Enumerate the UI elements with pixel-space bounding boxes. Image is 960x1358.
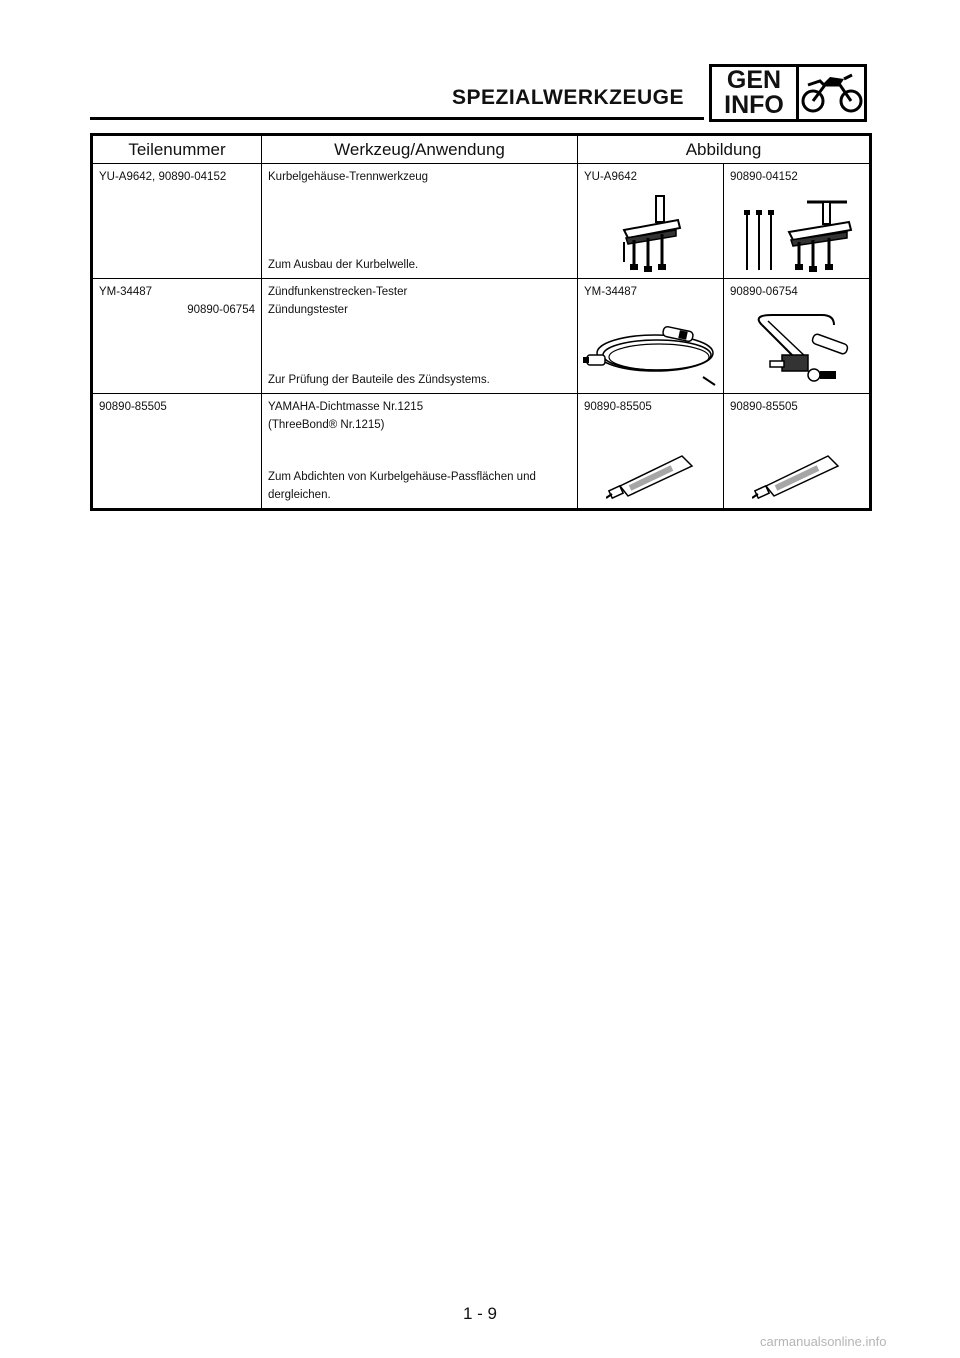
tool-cell bbox=[262, 164, 578, 279]
motorcycle-icon bbox=[799, 67, 864, 119]
watermark: carmanualsonline.info bbox=[760, 1334, 887, 1349]
image-label: 90890-85505 bbox=[730, 401, 798, 413]
crankcase-separator-icon bbox=[578, 194, 723, 274]
part-number-secondary: 90890-06754 bbox=[187, 304, 255, 316]
part-number-cell bbox=[92, 394, 262, 510]
tool-name-secondary: (ThreeBond® Nr.1215) bbox=[268, 419, 385, 431]
sealant-tube-icon bbox=[578, 448, 723, 504]
crankcase-separator-with-bolts-icon bbox=[724, 194, 869, 274]
badge-line-gen: GEN bbox=[726, 66, 782, 94]
image-label: 90890-04152 bbox=[730, 171, 798, 183]
gen-info-text bbox=[712, 67, 799, 119]
header-rule bbox=[90, 117, 704, 120]
tool-usage: Zum Abdichten von Kurbelgehäuse-Passflächen und dergleichen. bbox=[268, 471, 536, 501]
tool-name: Zündfunkenstrecken-Tester bbox=[268, 286, 408, 298]
part-number: YM-34487 bbox=[99, 286, 153, 298]
page-title: SPEZIALWERKZEUGE bbox=[452, 86, 685, 109]
tool-name-secondary: Zündungstester bbox=[268, 304, 348, 316]
spark-gap-tester-cable-icon bbox=[578, 315, 723, 389]
column-header-tool: Werkzeug/Anwendung bbox=[262, 135, 578, 164]
part-number: YU-A9642, 90890-04152 bbox=[99, 171, 227, 183]
image-cell bbox=[724, 394, 871, 510]
part-number: 90890-85505 bbox=[99, 401, 167, 413]
image-cell bbox=[724, 164, 871, 279]
special-tools-table bbox=[90, 133, 872, 511]
gen-info-badge bbox=[709, 64, 867, 122]
part-number-cell bbox=[92, 164, 262, 279]
image-label: 90890-06754 bbox=[730, 286, 798, 298]
table-row bbox=[92, 394, 871, 510]
ignition-tester-icon bbox=[724, 309, 869, 389]
tool-name: YAMAHA-Dichtmasse Nr.1215 bbox=[268, 401, 424, 413]
image-label: 90890-85505 bbox=[584, 401, 652, 413]
image-cell bbox=[578, 164, 724, 279]
table-header-row bbox=[92, 135, 871, 164]
badge-line-info: INFO bbox=[724, 91, 784, 119]
part-number-cell bbox=[92, 279, 262, 394]
column-header-image: Abbildung bbox=[578, 135, 871, 164]
tool-usage: Zum Ausbau der Kurbelwelle. bbox=[268, 259, 419, 271]
table-row bbox=[92, 279, 871, 394]
image-label: YM-34487 bbox=[584, 286, 638, 298]
table-row bbox=[92, 164, 871, 279]
sealant-tube-icon bbox=[724, 448, 869, 504]
column-header-part-number: Teilenummer bbox=[92, 135, 262, 164]
image-cell bbox=[578, 279, 724, 394]
tool-cell bbox=[262, 394, 578, 510]
tool-cell bbox=[262, 279, 578, 394]
tool-usage: Zur Prüfung der Bauteile des Zündsystems. bbox=[268, 374, 490, 386]
page-number: 1 - 9 bbox=[462, 1304, 498, 1323]
image-cell bbox=[578, 394, 724, 510]
image-label: YU-A9642 bbox=[584, 171, 638, 183]
tool-name: Kurbelgehäuse-Trennwerkzeug bbox=[268, 171, 429, 183]
image-cell bbox=[724, 279, 871, 394]
